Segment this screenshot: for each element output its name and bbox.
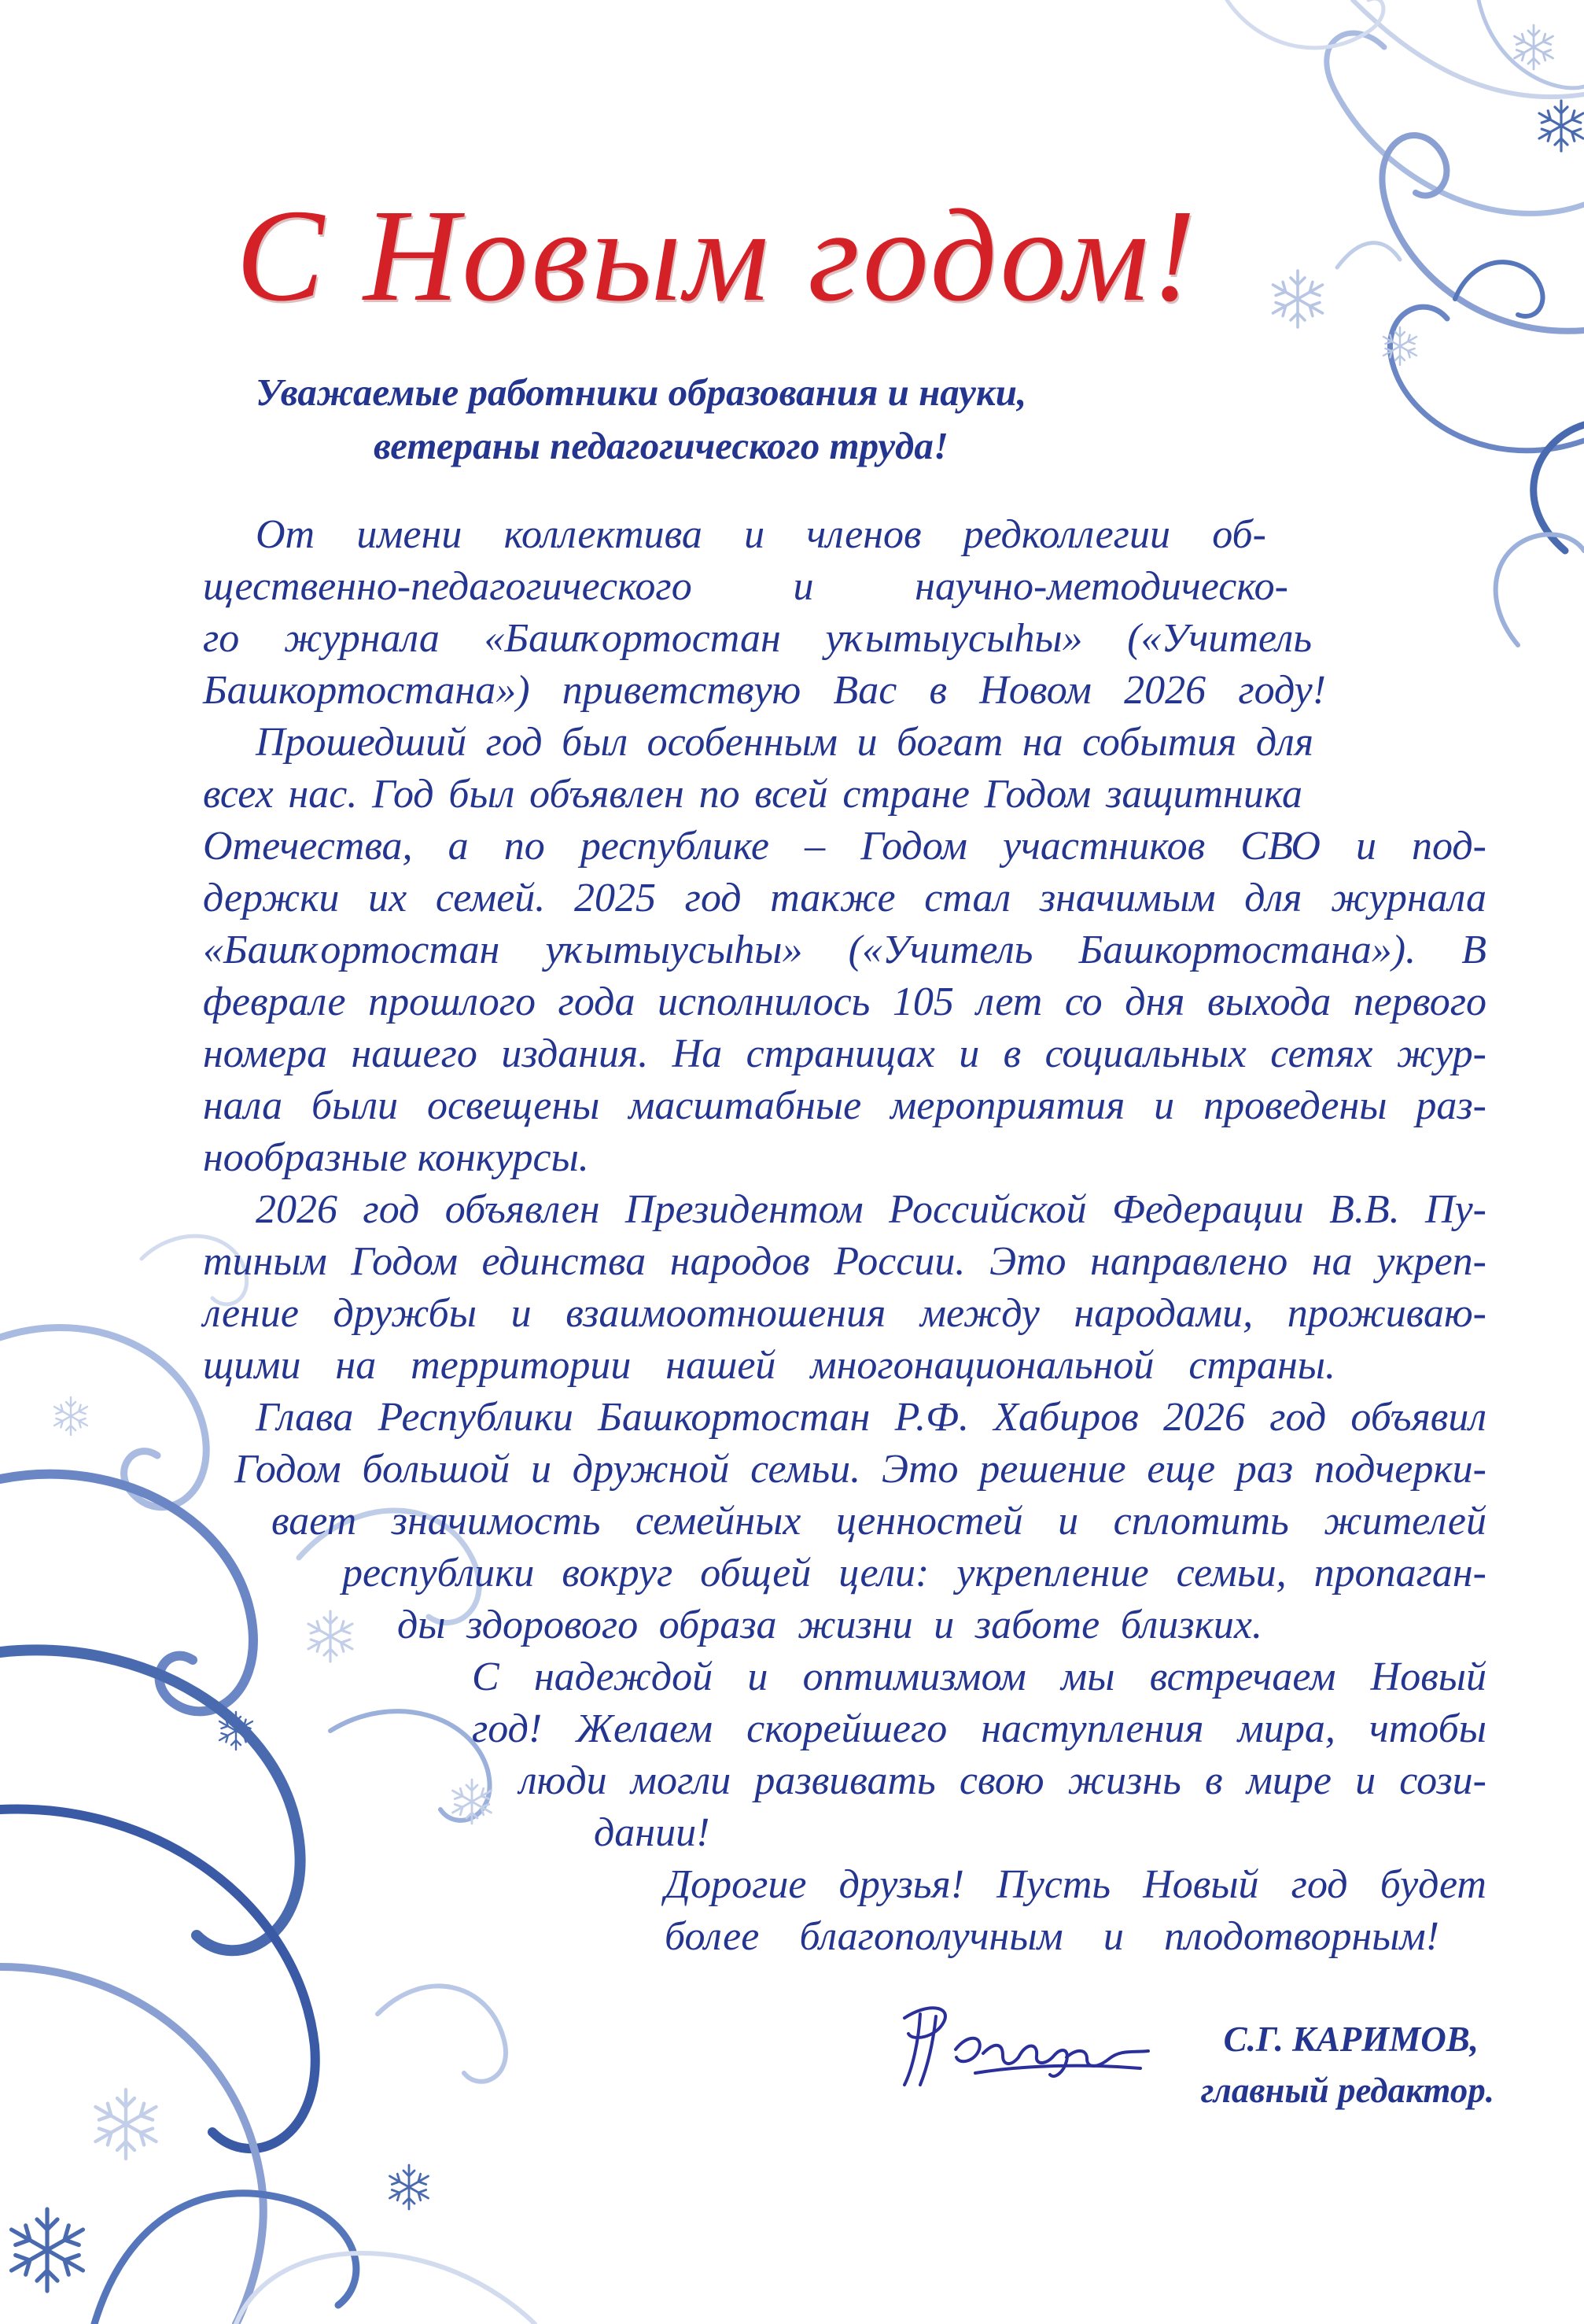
body-line: ление дружбы и взаимоотношения между народами, проживаю-: [203, 1291, 1486, 1336]
body-line: щественно-педагогического и научно-методическо-: [203, 564, 1288, 609]
body-line: Дорогие друзья! Пусть Новый год будет: [665, 1862, 1486, 1907]
body-line: дании!: [594, 1810, 710, 1855]
body-line: феврале прошлого года исполнилось 105 лет со дня выхода первого: [203, 979, 1486, 1024]
signer-name: С.Г. КАРИМОВ,: [1223, 2020, 1479, 2059]
body-line: С надеждой и оптимизмом мы встречаем Новый: [472, 1654, 1486, 1699]
body-line: нообразные конкурсы.: [203, 1135, 589, 1180]
page-title: С Новым годом!: [236, 183, 1199, 329]
body-line: 2026 год объявлен Президентом Российской Федерации В.В. Пу-: [256, 1187, 1486, 1232]
body-line: щими на территории нашей многонациональной страны.: [203, 1343, 1335, 1388]
body-line: республики вокруг общей цели: укрепление семьи, пропаган-: [342, 1551, 1486, 1595]
body-line: ды здорового образа жизни и заботе близких.: [397, 1603, 1262, 1647]
body-line: Годом большой и дружной семьи. Это решение еще раз подчерки-: [234, 1447, 1486, 1492]
greeting-line-2: ветераны педагогического труда!: [374, 424, 949, 467]
body-line: более благополучным и плодотворным!: [665, 1914, 1439, 1959]
body-line: год! Желаем скорейшего наступления мира, чтобы: [472, 1706, 1486, 1751]
body-line: Глава Республики Башкортостан Р.Ф. Хабиров 2026 год объявил: [256, 1395, 1486, 1440]
body-line: Прошедший год был особенным и богат на события для: [256, 720, 1313, 765]
body-line: номера нашего издания. На страницах и в социальных сетях жур-: [203, 1031, 1486, 1076]
body-line: нала были освещены масштабные мероприятия и проведены раз-: [203, 1083, 1486, 1128]
body-line: Отечества, а по республике – Годом участников СВО и под-: [203, 824, 1486, 869]
body-line: люди могли развивать свою жизнь в мире и сози-: [519, 1758, 1486, 1803]
signer-role: главный редактор.: [1200, 2071, 1494, 2110]
body-line: держки их семей. 2025 год также стал значимым для журнала: [203, 876, 1486, 920]
body-line: вает значимость семейных ценностей и сплотить жителей: [271, 1499, 1486, 1544]
greeting-line-1: Уважаемые работники образования и науки,: [256, 371, 1027, 414]
body-line: От имени коллектива и членов редколлегии об-: [256, 512, 1266, 557]
body-line: «Башҡортостан уҡытыусыһы» («Учитель Башкортостана»). В: [203, 928, 1486, 972]
body-line: тиным Годом единства народов России. Это направлено на укреп-: [203, 1239, 1486, 1284]
body-line: Башкортостана») приветствую Вас в Новом 2026 году!: [203, 668, 1326, 713]
body-line: го журнала «Башҡортостан уҡытыусыһы» («Учитель: [203, 616, 1312, 661]
body-line: всех нас. Год был объявлен по всей стране Годом защитника: [203, 772, 1302, 817]
